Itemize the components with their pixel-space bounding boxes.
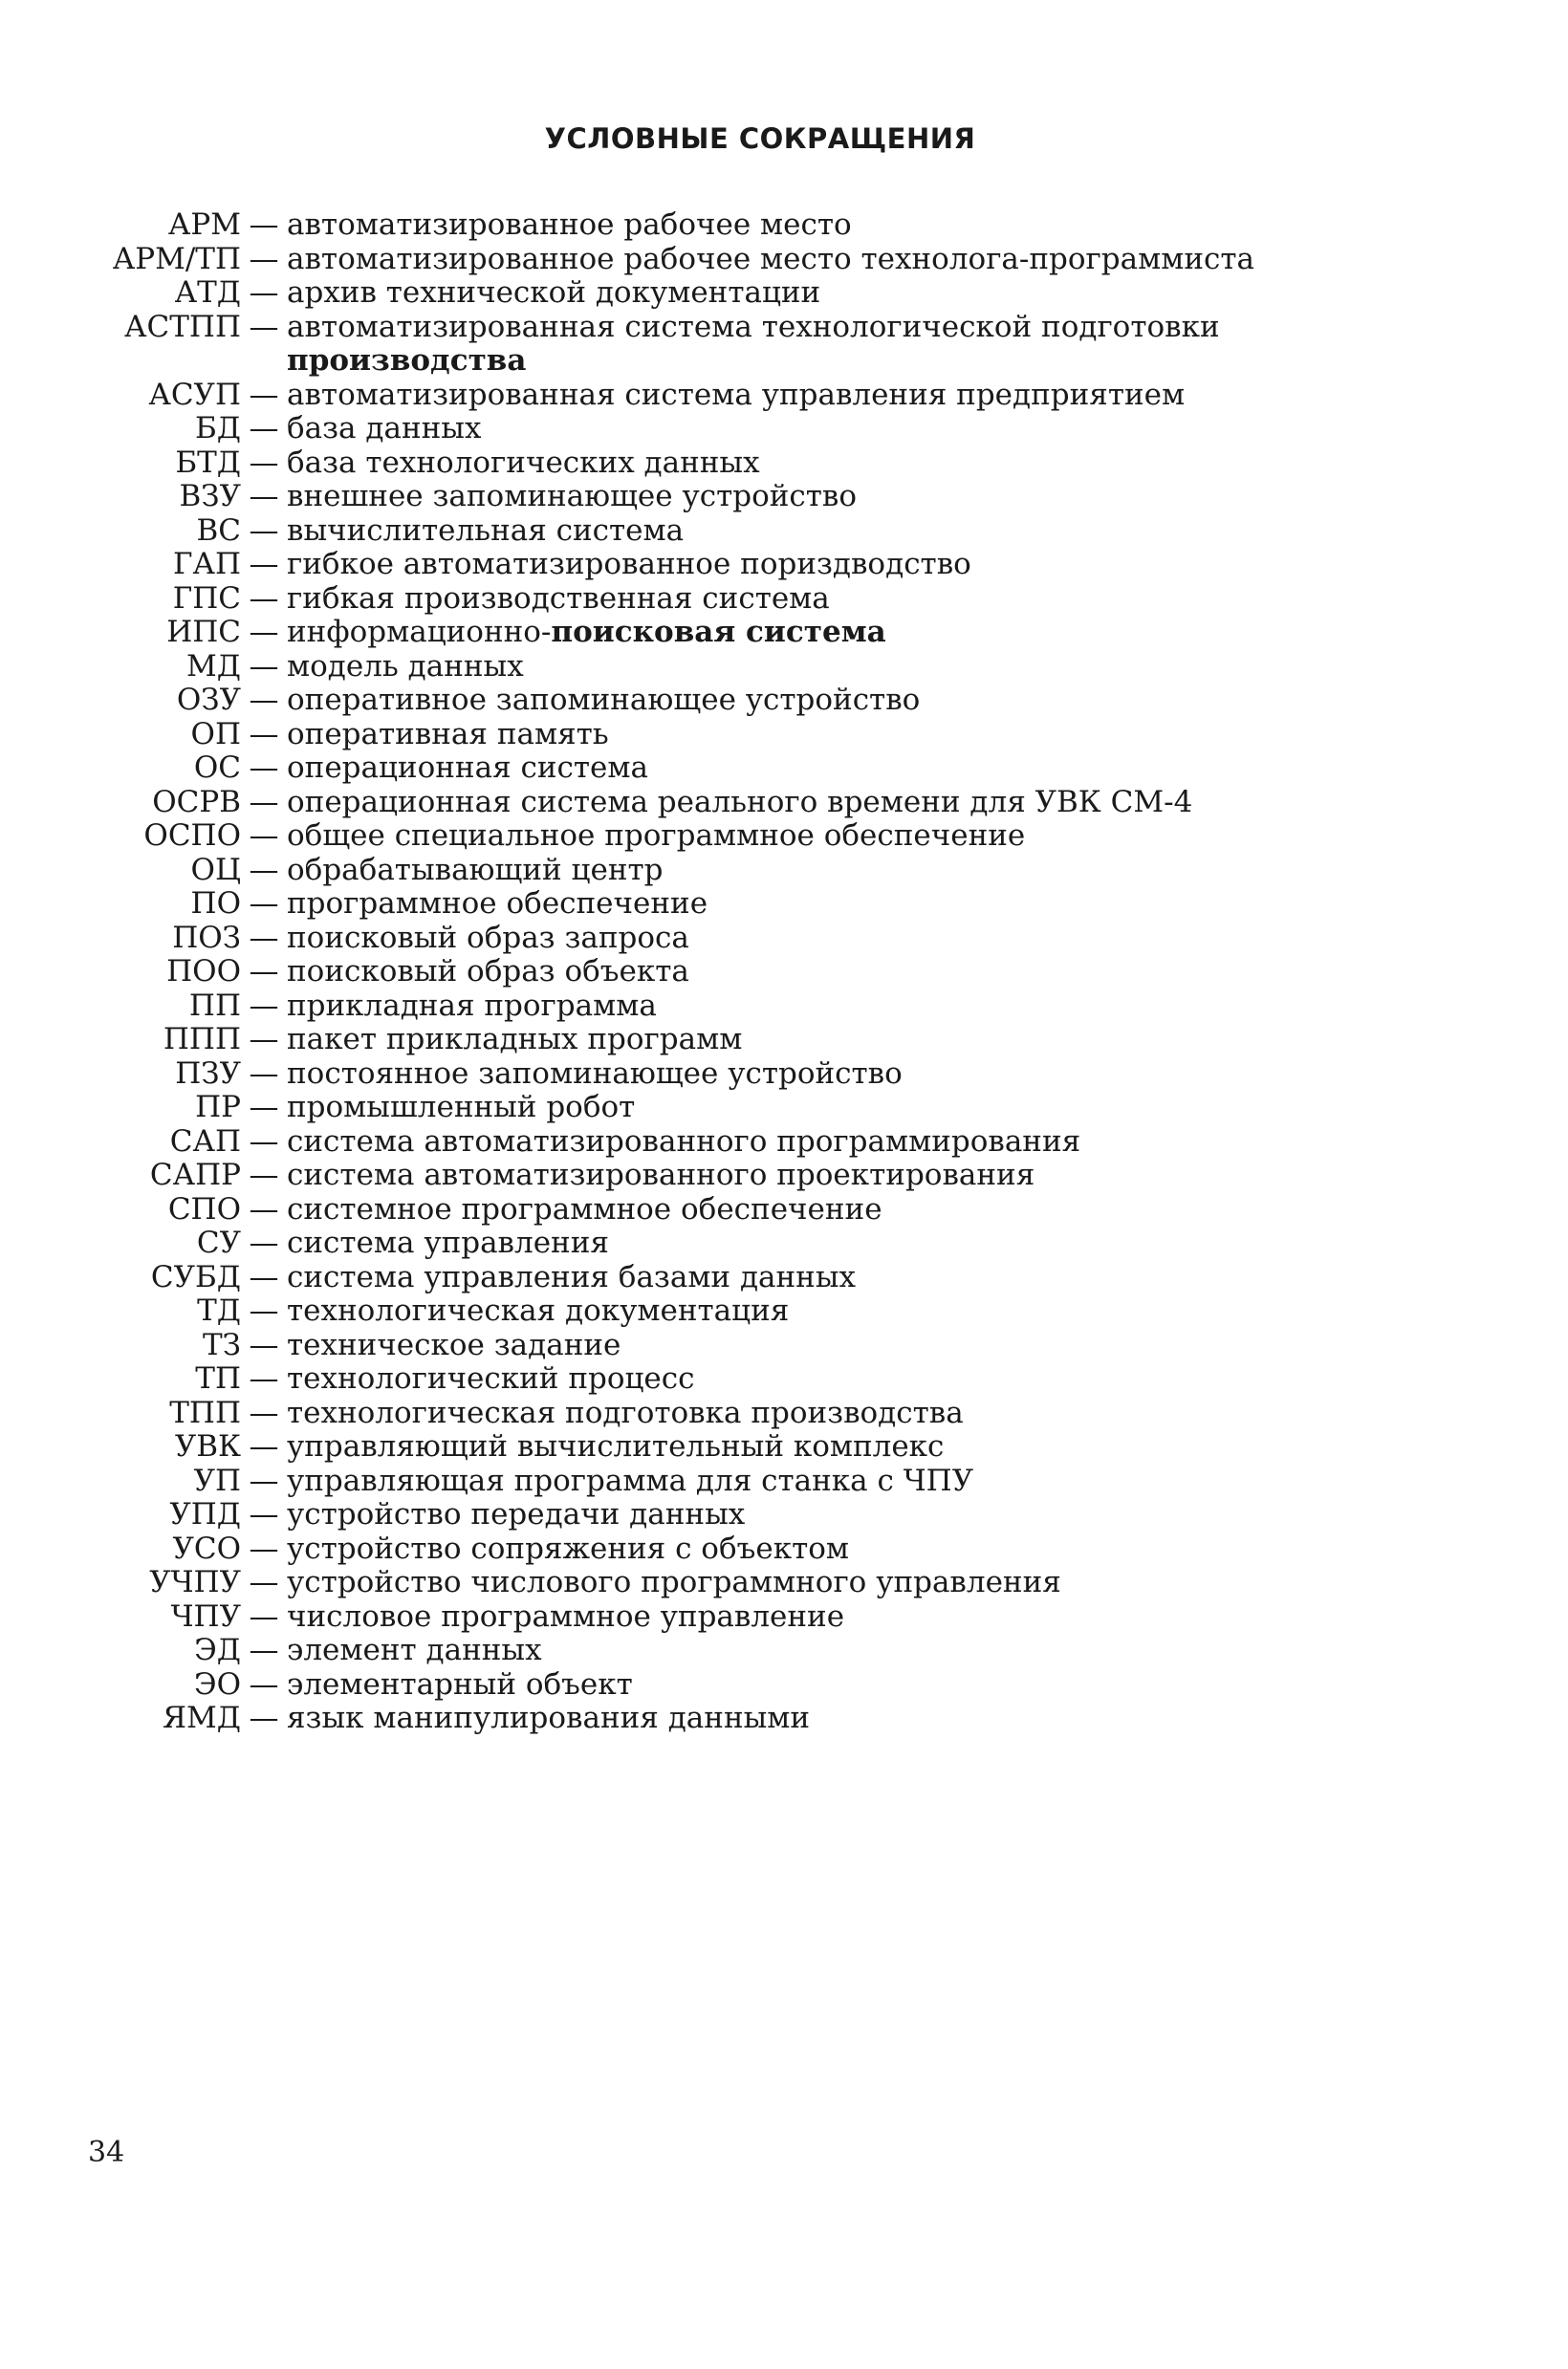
abbreviation-term: ПОЗ — [172, 920, 241, 955]
abbreviation-definition: внешнее запоминающее устройство — [287, 479, 858, 513]
abbreviation-definition: технологическая документация — [287, 1293, 790, 1328]
abbreviation-term: ПР — [195, 1090, 241, 1124]
abbreviation-entry — [0, 1329, 1568, 1363]
abbreviation-definition: информационно-поисковая система — [287, 615, 886, 649]
abbreviation-entry — [0, 1397, 1568, 1431]
abbreviation-term: ВЗУ — [179, 479, 241, 513]
abbreviation-term: АСУП — [148, 377, 241, 412]
abbreviation-definition: автоматизированная система управления предприятием — [287, 377, 1186, 412]
entry-dash: — — [249, 988, 279, 1023]
abbreviation-term: БТД — [175, 445, 241, 480]
entry-dash: — — [249, 683, 279, 717]
abbreviation-definition: промышленный робот — [287, 1090, 636, 1124]
entry-dash: — — [249, 1395, 279, 1430]
abbreviation-term: МД — [186, 648, 241, 684]
abbreviation-definition: техническое задание — [287, 1327, 621, 1362]
abbreviation-entry — [0, 480, 1568, 514]
abbreviation-entry — [0, 718, 1568, 752]
abbreviation-term: ЭО — [193, 1666, 241, 1702]
abbreviation-definition: числовое программное управление — [287, 1598, 845, 1634]
abbreviation-definition: система управления базами данных — [287, 1259, 856, 1294]
abbreviation-list — [0, 208, 1568, 1736]
abbreviation-definition: управляющая программа для станка с ЧПУ — [287, 1463, 974, 1498]
abbreviation-term: ПОО — [166, 954, 241, 989]
entry-dash: — — [249, 512, 279, 548]
abbreviation-entry — [0, 751, 1568, 786]
entry-dash: — — [249, 784, 279, 819]
entry-dash: — — [249, 954, 279, 989]
abbreviation-definition: оперативная память — [287, 716, 609, 751]
abbreviation-term: СУ — [196, 1226, 241, 1260]
abbreviation-entry — [0, 1430, 1568, 1465]
abbreviation-definition: технологический процесс — [287, 1361, 695, 1396]
abbreviation-definition: постоянное запоминающее устройство — [287, 1055, 903, 1091]
abbreviation-definition: архив технической документации — [287, 275, 821, 310]
abbreviation-definition: устройство числового программного управления — [287, 1565, 1061, 1599]
entry-dash: — — [249, 1226, 279, 1260]
abbreviation-entry — [0, 379, 1568, 413]
abbreviation-term: АРМ/ТП — [112, 241, 241, 276]
abbreviation-term: АТД — [174, 275, 241, 310]
abbreviation-entry — [0, 1498, 1568, 1532]
definition-bold-part: поисковая система — [551, 615, 886, 649]
entry-dash: — — [249, 377, 279, 412]
entry-dash: — — [249, 852, 279, 887]
abbreviation-definition: управляющий вычислительный комплекс — [287, 1429, 945, 1464]
entry-dash: — — [249, 1565, 279, 1599]
entry-dash: — — [249, 411, 279, 446]
abbreviation-entry — [0, 786, 1568, 820]
abbreviation-definition: вычислительная система — [287, 512, 685, 548]
abbreviation-definition: поисковый образ запроса — [287, 920, 689, 955]
entry-dash: — — [249, 479, 279, 513]
entry-dash: — — [249, 1429, 279, 1464]
abbreviation-entry — [0, 1125, 1568, 1160]
abbreviation-term: ТЗ — [203, 1327, 241, 1362]
entry-dash: — — [249, 1361, 279, 1396]
entry-dash: — — [249, 750, 279, 785]
abbreviation-definition: модель данных — [287, 648, 524, 684]
abbreviation-definition: устройство сопряжения с объектом — [287, 1531, 850, 1566]
abbreviation-definition: гибкая производственная система — [287, 580, 830, 616]
entry-dash: — — [249, 241, 279, 276]
abbreviation-definition: база технологических данных — [287, 445, 760, 480]
abbreviation-entry — [0, 243, 1568, 277]
abbreviation-term: АРМ — [167, 207, 241, 242]
abbreviation-definition: система управления — [287, 1226, 609, 1260]
entry-dash: — — [249, 648, 279, 684]
entry-dash: — — [249, 1701, 279, 1735]
abbreviation-term: ЭД — [194, 1633, 241, 1667]
abbreviation-term: БД — [195, 411, 241, 446]
abbreviation-term: ОСРВ — [152, 784, 241, 819]
abbreviation-term: ОП — [190, 716, 241, 751]
abbreviation-entry — [0, 1023, 1568, 1057]
abbreviation-term: ПП — [188, 988, 241, 1023]
abbreviation-entry — [0, 887, 1568, 922]
abbreviation-definition: пакет прикладных программ — [287, 1022, 743, 1056]
entry-dash: — — [249, 818, 279, 853]
abbreviation-term: ГПС — [172, 580, 241, 616]
abbreviation-definition: элементарный объект — [287, 1666, 633, 1702]
abbreviation-term: ОС — [193, 750, 241, 785]
abbreviation-definition: автоматизированная система технологической подготовки производства — [287, 309, 1220, 378]
abbreviation-entry — [0, 1600, 1568, 1635]
entry-dash: — — [249, 886, 279, 921]
abbreviation-term: СУБД — [150, 1259, 241, 1294]
entry-dash: — — [249, 1463, 279, 1498]
abbreviation-entry — [0, 819, 1568, 854]
abbreviation-definition: элемент данных — [287, 1633, 542, 1667]
abbreviation-entry — [0, 276, 1568, 311]
abbreviation-entry — [0, 514, 1568, 549]
abbreviation-entry — [0, 1227, 1568, 1261]
abbreviation-term: УСО — [172, 1531, 241, 1566]
abbreviation-term: ПО — [190, 886, 241, 921]
abbreviation-entry — [0, 684, 1568, 718]
abbreviation-term: ТД — [197, 1293, 241, 1328]
abbreviation-entry — [0, 1057, 1568, 1092]
abbreviation-entry — [0, 1261, 1568, 1295]
abbreviation-entry — [0, 1702, 1568, 1736]
abbreviation-term: ППП — [163, 1022, 241, 1056]
entry-dash: — — [249, 1158, 279, 1192]
abbreviation-term: ОСПО — [143, 818, 241, 853]
abbreviation-term: АСТПП — [124, 309, 241, 344]
abbreviation-definition: база данных — [287, 411, 482, 446]
entry-dash: — — [249, 1293, 279, 1328]
abbreviation-entry — [0, 854, 1568, 888]
abbreviation-definition: гибкое автоматизированное пориздводство — [287, 547, 971, 581]
abbreviation-definition: системное программное обеспечение — [287, 1191, 882, 1227]
page-number: 34 — [88, 2136, 125, 2169]
abbreviation-term: ТП — [195, 1361, 241, 1396]
abbreviation-entry — [0, 616, 1568, 650]
abbreviation-definition: язык манипулирования данными — [287, 1701, 811, 1735]
abbreviation-entry — [0, 922, 1568, 956]
abbreviation-term: УВК — [174, 1429, 241, 1464]
abbreviation-definition: прикладная программа — [287, 988, 657, 1023]
abbreviation-entry — [0, 582, 1568, 617]
abbreviation-term: УПД — [169, 1497, 241, 1532]
abbreviation-entry — [0, 1566, 1568, 1600]
abbreviation-entry — [0, 446, 1568, 481]
abbreviation-entry — [0, 650, 1568, 685]
entry-dash: — — [249, 1259, 279, 1294]
definition-bold-part: производства — [287, 343, 527, 378]
abbreviation-entry — [0, 311, 1568, 379]
entry-dash: — — [249, 1090, 279, 1124]
abbreviation-term: ОЗУ — [176, 683, 241, 717]
abbreviation-definition: система автоматизированного проектирования — [287, 1158, 1035, 1192]
abbreviation-definition: поисковый образ объекта — [287, 954, 689, 989]
abbreviation-entry — [0, 1532, 1568, 1567]
entry-dash: — — [249, 547, 279, 581]
abbreviation-term: САПР — [149, 1158, 241, 1192]
entry-dash: — — [249, 1633, 279, 1667]
abbreviation-term: ПЗУ — [175, 1055, 241, 1091]
entry-dash: — — [249, 716, 279, 751]
entry-dash: — — [249, 615, 279, 649]
abbreviation-entry — [0, 989, 1568, 1024]
entry-dash: — — [249, 1123, 279, 1159]
abbreviation-term: ОЦ — [190, 852, 241, 887]
abbreviation-term: ЧПУ — [170, 1598, 241, 1634]
abbreviation-entry — [0, 412, 1568, 446]
entry-dash: — — [249, 920, 279, 955]
abbreviation-entry — [0, 1362, 1568, 1397]
abbreviation-definition: операционная система — [287, 750, 648, 785]
abbreviation-term: ЯМД — [163, 1701, 241, 1735]
entry-dash: — — [249, 1666, 279, 1702]
entry-dash: — — [249, 1022, 279, 1056]
entry-dash: — — [249, 1531, 279, 1566]
abbreviation-definition: операционная система реального времени для УВК СМ-4 — [287, 784, 1193, 819]
abbreviation-entry — [0, 1091, 1568, 1125]
abbreviation-definition: оперативное запоминающее устройство — [287, 683, 921, 717]
entry-dash: — — [249, 445, 279, 480]
entry-dash: — — [249, 1598, 279, 1634]
abbreviation-definition: общее специальное программное обеспечение — [287, 818, 1026, 853]
abbreviation-definition: устройство передачи данных — [287, 1497, 746, 1532]
entry-dash: — — [249, 207, 279, 242]
abbreviation-definition: программное обеспечение — [287, 886, 708, 921]
entry-dash: — — [249, 1055, 279, 1091]
abbreviation-definition: автоматизированное рабочее место — [287, 207, 852, 242]
abbreviation-entry — [0, 1668, 1568, 1703]
abbreviation-term: ГАП — [172, 547, 241, 581]
abbreviation-term: ТПП — [169, 1395, 241, 1430]
abbreviation-definition: технологическая подготовка производства — [287, 1395, 964, 1430]
abbreviation-term: СПО — [167, 1191, 241, 1227]
entry-dash: — — [249, 1327, 279, 1362]
abbreviation-entry — [0, 1159, 1568, 1193]
abbreviation-definition: обрабатывающий центр — [287, 852, 664, 887]
abbreviation-entry — [0, 1193, 1568, 1228]
entry-dash: — — [249, 309, 279, 344]
entry-dash: — — [249, 1191, 279, 1227]
abbreviation-term: ИПС — [166, 615, 241, 649]
abbreviation-term: ВС — [196, 512, 241, 548]
page-title: УСЛОВНЫЕ СОКРАЩЕНИЯ — [544, 122, 976, 155]
abbreviation-entry — [0, 1634, 1568, 1668]
abbreviation-entry — [0, 208, 1568, 243]
abbreviation-entry — [0, 548, 1568, 582]
abbreviation-entry — [0, 1294, 1568, 1329]
abbreviation-entry — [0, 955, 1568, 989]
abbreviation-definition: автоматизированное рабочее место технолога-программиста — [287, 241, 1255, 276]
abbreviation-entry — [0, 1465, 1568, 1499]
entry-dash: — — [249, 580, 279, 616]
entry-dash: — — [249, 1497, 279, 1532]
abbreviation-term: УЧПУ — [149, 1565, 241, 1599]
abbreviation-term: УП — [193, 1463, 241, 1498]
abbreviation-term: САП — [169, 1123, 241, 1159]
abbreviation-definition: система автоматизированного программирования — [287, 1123, 1081, 1159]
entry-dash: — — [249, 275, 279, 310]
